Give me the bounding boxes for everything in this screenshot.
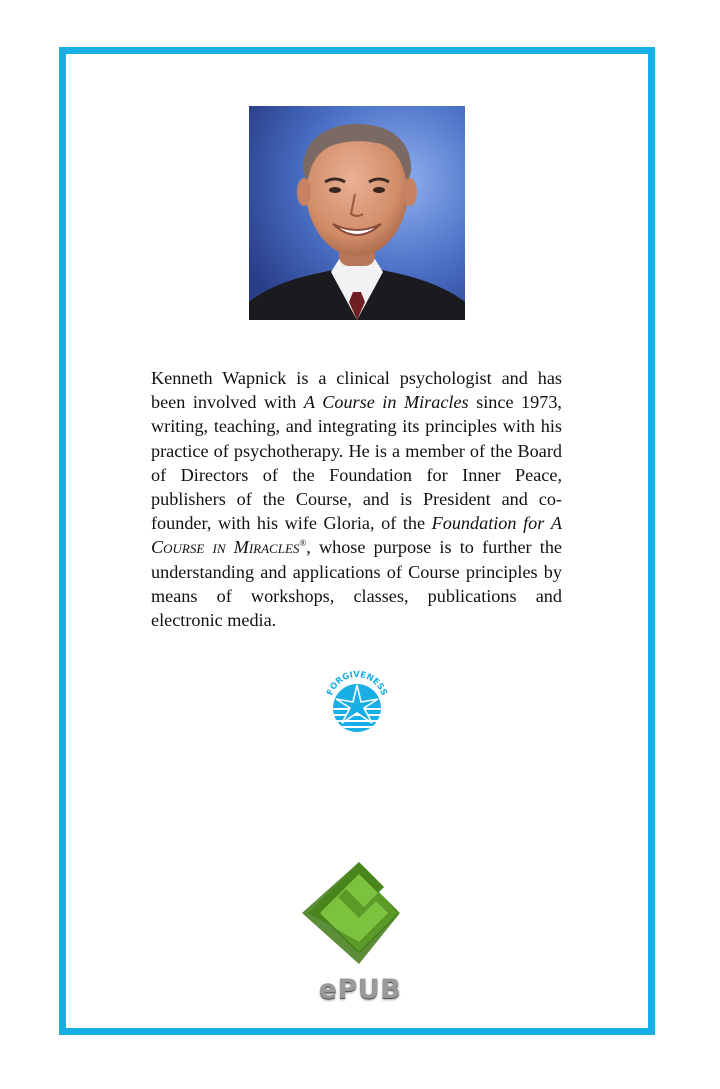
foundation-name-1: Foundation for xyxy=(431,513,545,534)
book-title: A Course in Miracles xyxy=(303,392,469,413)
author-portrait xyxy=(249,106,465,320)
forgiveness-seal-icon xyxy=(322,666,392,736)
foundation-name-2: A Course in Miracles xyxy=(151,513,562,558)
forgiveness-seal xyxy=(322,666,392,736)
author-portrait-image xyxy=(249,106,465,320)
author-bio xyxy=(151,366,562,632)
epub-label: ePUB xyxy=(318,974,402,1005)
registered-mark: ® xyxy=(299,538,307,549)
bio-text-2: since 1973, writing, teaching, and integrating its principles with his practice of psychotherapy. He is a member of the Board of Directors of the Foundation for Inner Peace, publishers of the Course, and is President and co-founder, with his wife Gloria, of the xyxy=(151,392,562,534)
epub-logo-icon xyxy=(300,854,418,972)
bio-text-1: Kenneth Wapnick is a clinical psychologist and has been involved with xyxy=(151,368,562,413)
bio-text-3: , whose purpose is to further the understanding and applications of Course principles by means of workshops, classes, publications and electronic media. xyxy=(151,537,562,631)
seal-text: FORGIVENESS xyxy=(325,669,389,698)
